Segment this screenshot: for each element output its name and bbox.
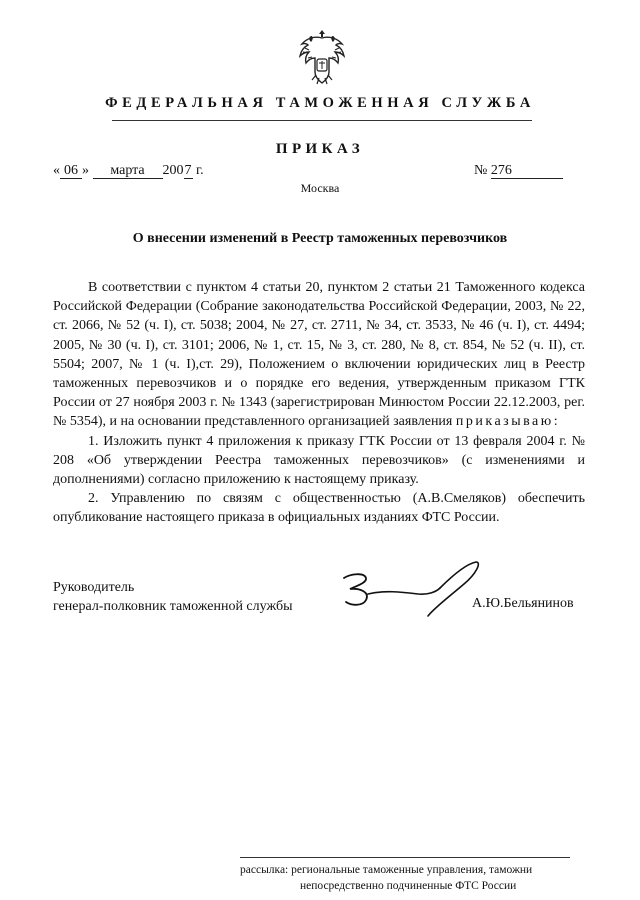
- order-body: [53, 278, 585, 528]
- handwritten-signature: [336, 556, 484, 618]
- date-month: марта: [93, 163, 163, 179]
- city: Москва: [300, 181, 340, 195]
- distribution-line-2: непосредственно подчиненные ФТС России: [300, 880, 517, 892]
- paragraph-1-text: В соответствии с пунктом 4 статьи 20, пунктом 2 статьи 21 Таможенного кодекса Российской Федерации (Собрание законодательства Российской Федерации, 2003, № 22, ст. 2066, № 52 (ч. I), ст. 5038; 2004, № 27, ст. 2711, № 34, ст. 3533, № 46 (ч. I), ст. 4494; 2005, № 30 (ч. I), ст. 3101; 2006, № 1, ст. 15, № 3, ст. 280, № 8, ст. 854, № 52 (ч. II), ст. 5504; 2007, № 1 (ч. I),ст. 29), Положением о включении юридических лиц в Реестр таможенных перевозчиков и о порядке его ведения, утвержденным приказом ГТК России от 27 ноября 2003 г. № 1343 (зарегистрирован Минюстом России 22.12.2003, рег. № 5354), и на основании представленного организацией заявления: [53, 280, 585, 430]
- number-sign: №: [474, 163, 488, 178]
- order-date: [53, 163, 204, 179]
- date-close-quote: »: [82, 163, 89, 178]
- document-type: ПРИКАЗ: [275, 141, 365, 157]
- state-emblem-icon: [297, 28, 347, 86]
- body-paragraph-1: [53, 278, 585, 432]
- body-paragraph-3: 2. Управлению по связям с общественностью (А.В.Смеляков) обеспечить опубликование настоящего приказа в официальных изданиях ФТС России.: [53, 491, 585, 526]
- signatory-title: [53, 578, 292, 616]
- order-number: [474, 163, 563, 179]
- number-value: 276: [491, 163, 563, 179]
- date-year-unit: г.: [196, 163, 204, 178]
- body-paragraph-2: 1. Изложить пункт 4 приложения к приказу ГТК России от 13 февраля 2004 г. № 208 «Об утверждении Реестра таможенных перевозчиков» (с изменениями и дополнениями) согласно приложению к настоящему приказу.: [53, 433, 585, 488]
- order-directive: приказываю:: [455, 414, 561, 430]
- distribution-line-1: рассылка: региональные таможенные управления, таможни: [240, 864, 533, 876]
- date-day: 06: [60, 163, 82, 179]
- agency-name: ФЕДЕРАЛЬНАЯ ТАМОЖЕННАЯ СЛУЖБА: [105, 95, 535, 111]
- date-open-quote: «: [53, 163, 60, 178]
- header-divider: [112, 120, 532, 121]
- distribution-divider: [240, 857, 570, 858]
- order-subject: О внесении изменений в Реестр таможенных перевозчиков: [132, 231, 508, 246]
- date-year-suffix: 7: [184, 163, 192, 178]
- signatory-title-line-1: Руководитель: [53, 580, 135, 595]
- signatory-name: А.Ю.Бельянинов: [472, 596, 574, 611]
- distribution-list: [240, 862, 576, 894]
- signatory-title-line-2: генерал-полковник таможенной службы: [53, 599, 293, 614]
- date-year-prefix: 200: [162, 163, 184, 178]
